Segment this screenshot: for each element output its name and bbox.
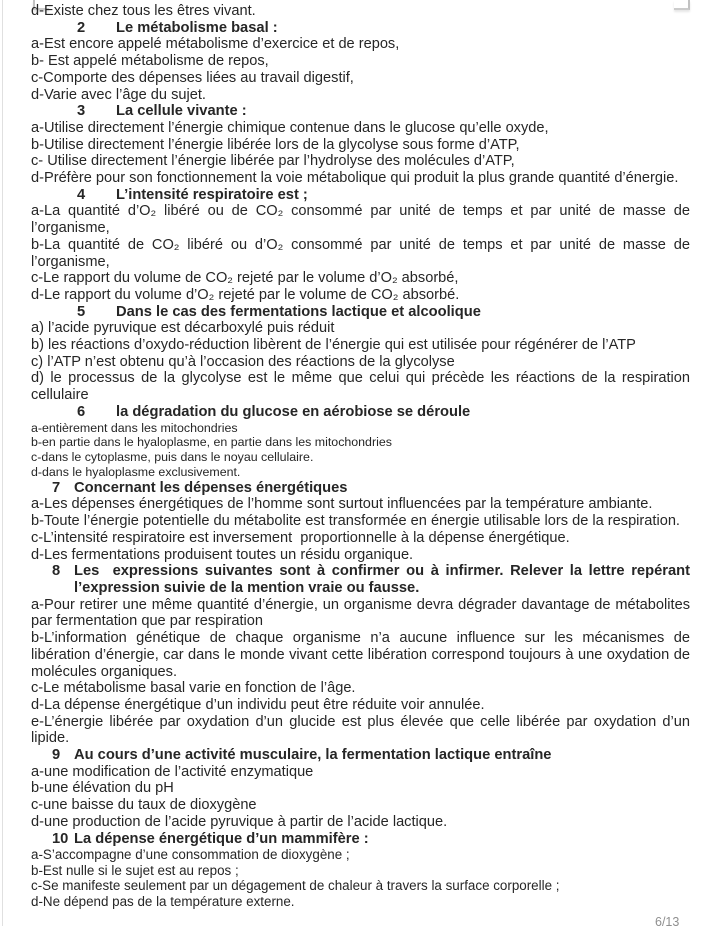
question-number: 4 <box>77 186 86 203</box>
question-heading <box>31 831 690 848</box>
answer-option: c-Le rapport du volume de CO₂ rejeté par le volume d’O₂ absorbé, <box>31 270 459 287</box>
question-heading <box>31 20 690 37</box>
answer-option: a-Est encore appelé métabolisme d’exercice et de repos, <box>31 36 400 53</box>
answer-option: b- Est appelé métabolisme de repos, <box>31 53 269 70</box>
answer-option: c-Le métabolisme basal varie en fonction de l’âge. <box>31 680 356 697</box>
question-title: Concernant les dépenses énergétiques <box>74 479 348 496</box>
question-title: Le métabolisme basal : <box>116 19 278 36</box>
question-heading <box>31 563 695 596</box>
answer-option: d-une production de l’acide pyruvique à partir de l’acide lactique. <box>31 813 448 830</box>
answer-option: b-Toute l’énergie potentielle du métabolite est transformée en énergie utilisable lors de la respiration. <box>31 513 680 530</box>
question-number: 10 <box>52 830 69 847</box>
answer-option: b-en partie dans le hyaloplasme, en partie dans les mitochondries <box>31 435 392 450</box>
answer-option: e-L’énergie libérée par oxydation d’un glucide est plus élevée que celle libérée par oxydation d’un lipide. <box>31 713 695 747</box>
answer-option: b-Est nulle si le sujet est au repos ; <box>31 862 239 878</box>
answer-option: c-dans le cytoplasme, puis dans le noyau cellulaire. <box>31 450 314 465</box>
answer-option: b-Utilise directement l’énergie libérée lors de la glycolyse sous forme d’ATP, <box>31 136 520 153</box>
answer-option: d-Préfère pour son fonctionnement la voie métabolique qui produit la plus grande quantité d’énergie. <box>31 170 679 187</box>
answer-option: d-Ne dépend pas de la température externe. <box>31 893 295 909</box>
answer-option: a-La quantité d’O₂ libéré ou de CO₂ consommé par unité de temps et par unité de masse de l’organisme, <box>31 203 695 237</box>
question-heading <box>31 480 690 497</box>
question-number: 3 <box>77 103 86 120</box>
answer-option: b) les réactions d’oxydo-réduction libèrent de l’énergie qui est utilisée pour régénérer de l’ATP <box>31 337 636 354</box>
answer-option: b-L’information génétique de chaque organisme n’a aucune influence sur les mécanismes de libération d’énergie, car dans le monde vivant cette libération correspond toujours à une oxydation de molécules organiques. <box>31 630 695 680</box>
answer-option: d-La dépense énergétique d’un individu peut être réduite voir annulée. <box>31 696 485 713</box>
question-title: L’intensité respiratoire est ; <box>116 186 308 203</box>
question-heading <box>31 304 690 321</box>
answer-option: a-Les dépenses énergétiques de l’homme sont surtout influencées par la température ambiante. <box>31 496 653 513</box>
answer-option: d-Le rapport du volume d’O₂ rejeté par le volume de CO₂ absorbé. <box>31 286 460 303</box>
question-number: 8 <box>52 563 61 580</box>
answer-option: c-L’intensité respiratoire est inversement proportionnelle à la dépense énergétique. <box>31 529 570 546</box>
answer-option: b-une élévation du pH <box>31 780 174 797</box>
page-left-edge <box>2 0 3 926</box>
answer-option: d-dans le hyaloplasme exclusivement. <box>31 464 241 479</box>
answer-option: c) l’ATP n’est obtenu qu’à l’occasion des réactions de la glycolyse <box>31 353 455 370</box>
page-number: 6/13 <box>655 915 680 926</box>
question-title: Les expressions suivantes sont à confirmer ou à infirmer. Relever la lettre repérant l’expression suivie de la mention vraie ou fausse. <box>74 563 695 596</box>
answer-option: a-entièrement dans les mitochondries <box>31 420 238 435</box>
answer-option: d-Les fermentations produisent toutes un résidu organique. <box>31 546 414 563</box>
answer-option: b-La quantité de CO₂ libéré ou d’O₂ consommé par unité de temps et par unité de masse de l’organisme, <box>31 236 695 270</box>
question-title: Au cours d’une activité musculaire, la fermentation lactique entraîne <box>74 747 552 764</box>
answer-option: d) le processus de la glycolyse est le même que celui qui précède les réactions de la respiration cellulaire <box>31 370 695 404</box>
answer-option: d-Existe chez tous les êtres vivant. <box>31 3 256 19</box>
question-title: la dégradation du glucose en aérobiose se déroule <box>116 403 471 420</box>
document-content <box>31 3 695 909</box>
answer-option: a-Utilise directement l’énergie chimique contenue dans le glucose qu’elle oxyde, <box>31 119 549 136</box>
question-title: Dans le cas des fermentations lactique et alcoolique <box>116 303 481 320</box>
question-heading <box>31 103 690 120</box>
question-number: 7 <box>52 479 61 496</box>
question-number: 5 <box>77 303 86 320</box>
answer-option: d-Varie avec l’âge du sujet. <box>31 86 206 103</box>
question-heading <box>31 187 690 204</box>
answer-option: a-Pour retirer une même quantité d’énergie, un organisme devra dégrader davantage de métabolites par fermentation que par respiration <box>31 596 695 630</box>
question-number: 6 <box>77 403 86 420</box>
question-heading <box>31 747 690 764</box>
question-title: La dépense énergétique d’un mammifère : <box>74 830 369 847</box>
answer-option: c-Se manifeste seulement par un dégagement de chaleur à travers la surface corporelle ; <box>31 878 560 894</box>
question-heading <box>31 404 690 421</box>
question-number: 9 <box>52 747 61 764</box>
answer-option: a-une modification de l’activité enzymatique <box>31 763 314 780</box>
question-title: La cellule vivante : <box>116 103 247 120</box>
question-number: 2 <box>77 19 86 36</box>
answer-option: a) l’acide pyruvique est décarboxylé puis réduit <box>31 320 335 337</box>
answer-option: a-S’accompagne d’une consommation de dioxygène ; <box>31 847 350 863</box>
answer-option: c- Utilise directement l’énergie libérée par l’hydrolyse des molécules d’ATP, <box>31 153 515 170</box>
answer-option: c-Comporte des dépenses liées au travail digestif, <box>31 69 354 86</box>
answer-option: c-une baisse du taux de dioxygène <box>31 797 257 814</box>
